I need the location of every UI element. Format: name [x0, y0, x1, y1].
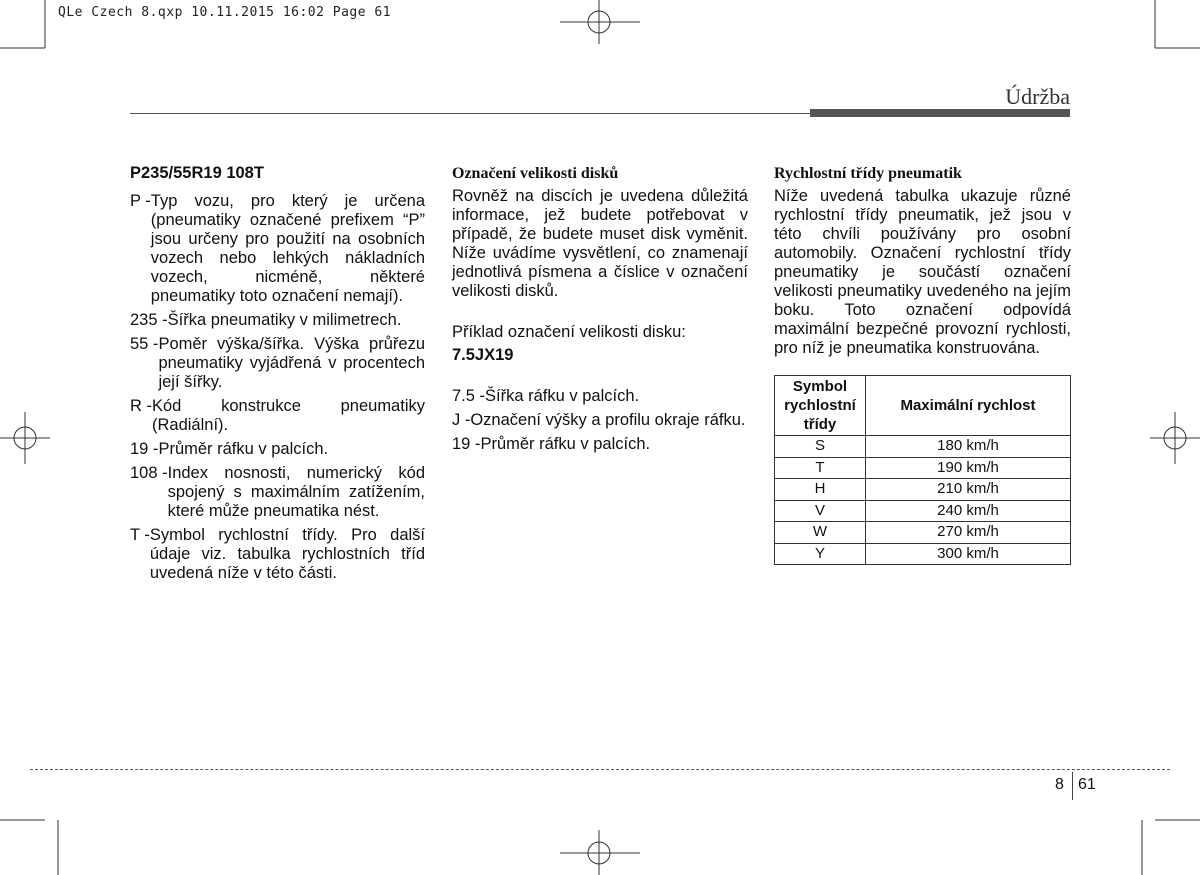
- column-speed-ratings: [774, 164, 1071, 565]
- list-item: [130, 440, 425, 459]
- table-cell: W: [775, 522, 866, 544]
- section-title: Údržba: [1005, 84, 1070, 109]
- table-row: [775, 543, 1071, 565]
- table-cell: 300 km/h: [866, 543, 1071, 565]
- table-row: [775, 457, 1071, 479]
- entry-text: Symbol rychlostní třídy. Pro další údaje viz. tabulka rychlostních tříd uvedená níže v této části.: [149, 526, 425, 582]
- registration-mark-right: [1150, 412, 1200, 464]
- table-cell: H: [775, 479, 866, 501]
- table-cell: 190 km/h: [866, 457, 1071, 479]
- list-item: [130, 526, 425, 583]
- list-item: [452, 435, 748, 454]
- registration-mark-left: [0, 412, 50, 464]
- table-row: [775, 436, 1071, 458]
- entry-key: T -: [130, 526, 150, 544]
- entry-text: Index nosnosti, numerický kód spojený s maximálním zatížením, které může pneumatika nést.: [167, 464, 425, 520]
- wheel-size-heading: Označení velikosti disků: [452, 165, 619, 182]
- list-item: [130, 311, 425, 330]
- table-cell: S: [775, 436, 866, 458]
- chapter-number: 8: [1055, 776, 1064, 793]
- entry-text: Průměr ráfku v palcích.: [158, 440, 329, 458]
- entry-text: Šířka pneumatiky v milimetrech.: [167, 311, 402, 329]
- speed-ratings-paragraph: Níže uvedená tabulka ukazuje různé rychlostní třídy pneumatik, jež jsou v této chvíli používány pro osobní automobily. Označení rychlostní třídy pneumatiky je součástí označení velikosti pneumatiky uvedeného na jejím boku. Toto označení odpovídá maximální bezpečné provozní rychlosti, pro níž je pneumatika konstruována.: [774, 187, 1071, 357]
- entry-key: 19 -: [452, 435, 481, 453]
- entry-key: 55 -: [130, 335, 159, 353]
- entry-text: Průměr ráfku v palcích.: [480, 435, 651, 453]
- entry-key: 7.5 -: [452, 387, 486, 405]
- entry-key: 235 -: [130, 311, 168, 329]
- registration-mark-bottom: [560, 830, 640, 875]
- list-item: [452, 387, 748, 406]
- entry-key: J -: [452, 411, 471, 429]
- print-slug: QLe Czech 8.qxp 10.11.2015 16:02 Page 61: [58, 5, 392, 20]
- table-header-max-speed: Maximální rychlost: [866, 376, 1071, 436]
- table-cell: Y: [775, 543, 866, 565]
- speed-ratings-heading: Rychlostní třídy pneumatik: [774, 165, 962, 182]
- table-cell: V: [775, 500, 866, 522]
- entry-text: Šířka ráfku v palcích.: [485, 387, 640, 405]
- table-cell: 270 km/h: [866, 522, 1071, 544]
- table-cell: T: [775, 457, 866, 479]
- table-row: [775, 500, 1071, 522]
- list-item: [130, 464, 425, 521]
- page-number: 61: [1078, 776, 1096, 793]
- list-item: [130, 397, 425, 435]
- table-cell: 210 km/h: [866, 479, 1071, 501]
- column-wheel-size: [452, 164, 748, 459]
- page-number-divider: [1072, 772, 1073, 800]
- entry-text: Označení výšky a profilu okraje ráfku.: [470, 411, 746, 429]
- speed-rating-table: [774, 375, 1071, 565]
- entry-text: Typ vozu, pro který je určena (pneumatiky označené prefixem “P” jsou určeny pro použití na osobních vozech nebo lehkých nákladních vozech, nicméně, některé pneumatiky toto označení nemají).: [150, 192, 425, 305]
- entry-key: P -: [130, 192, 151, 210]
- table-cell: 180 km/h: [866, 436, 1071, 458]
- entry-key: R -: [130, 397, 152, 415]
- list-item: [130, 335, 425, 392]
- example-code: 7.5JX19: [452, 346, 514, 364]
- footer-dashed-rule: [30, 769, 1170, 770]
- table-cell: 240 km/h: [866, 500, 1071, 522]
- list-item: [130, 192, 425, 306]
- wheel-size-paragraph: Rovněž na discích je uvedena důležitá informace, jež budete potřebovat v případě, že budete muset disk vyměnit. Níže uvádíme vysvětlení, co znamenají jednotlivá písmena a číslice v označení velikosti disků.: [452, 187, 748, 300]
- title-bar: [810, 109, 1070, 117]
- registration-mark-top: [560, 0, 640, 44]
- table-header-symbol: Symbol rychlostní třídy: [775, 376, 866, 436]
- table-row: [775, 479, 1071, 501]
- example-label: Příklad označení velikosti disku:: [452, 323, 686, 341]
- list-item: [452, 411, 748, 430]
- entry-text: Poměr výška/šířka. Výška průřezu pneumatiky vyjádřená v procentech její šířky.: [158, 335, 425, 391]
- entry-key: 19 -: [130, 440, 159, 458]
- tire-code-heading: P235/55R19 108T: [130, 164, 264, 182]
- column-tire-code: [130, 164, 425, 588]
- entry-text: Kód konstrukce pneumatiky (Radiální).: [152, 397, 425, 434]
- entry-key: 108 -: [130, 464, 168, 482]
- table-row: [775, 522, 1071, 544]
